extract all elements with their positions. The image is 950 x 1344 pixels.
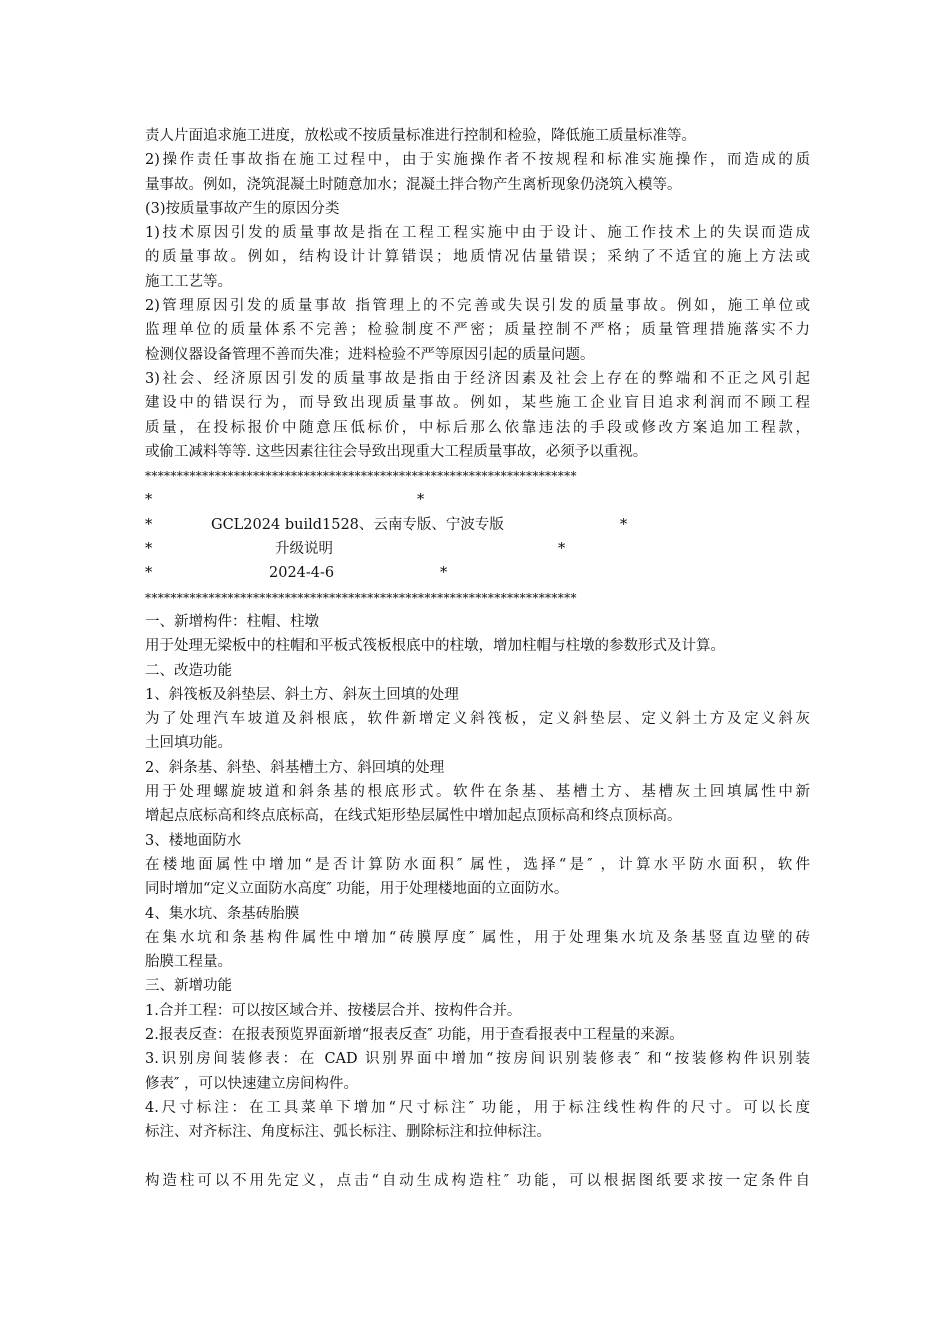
- banner-star: *: [145, 516, 153, 533]
- banner-version-title: GCL2024 build1528、云南专版、宁波专版: [211, 516, 504, 533]
- banner-row: [145, 513, 810, 537]
- banner-row: [145, 537, 810, 561]
- section-heading: 三、新增功能: [145, 978, 232, 995]
- text-line: 检测仪器设备管理不善而失准；进料检验不严等原因引起的质量问题。: [145, 346, 595, 363]
- blank-line: [145, 1144, 810, 1168]
- text-line: 量事故。例如，浇筑混凝土时随意加水；混凝土拌合物产生离析现象仍浇筑入模等。: [145, 176, 682, 193]
- text-line: 修表″ ，可以快速建立房间构件。: [145, 1075, 359, 1092]
- section-heading: 一、新增构件：柱帽、柱墩: [145, 613, 319, 630]
- text-line: 监理单位的质量体系不完善；检验制度不严密；质量控制不严格；质量管理措施落实不力: [145, 322, 810, 339]
- text-line: 在集水坑和条基构件属性中增加“砖膜厚度″ 属性，用于处理集水坑及条基竖直边壁的砖: [145, 929, 810, 946]
- text-line: 施工工艺等。: [145, 273, 232, 290]
- text-line: 同时增加“定义立面防水高度″ 功能，用于处理楼地面的立面防水。: [145, 881, 569, 898]
- banner-subtitle: 升级说明: [275, 541, 333, 558]
- banner-star: *: [145, 541, 153, 558]
- text-line: 或偷工减料等等. 这些因素往往会导致出现重大工程质量事故，必须予以重视。: [145, 443, 648, 460]
- text-line: 胎膜工程量。: [145, 954, 232, 971]
- section-heading: (3)按质量事故产生的原因分类: [145, 200, 340, 217]
- banner-date: 2024-4-6: [269, 565, 335, 582]
- text-line: 土回填功能。: [145, 735, 232, 752]
- banner-star: *: [620, 516, 628, 533]
- text-line: 用于处理螺旋坡道和斜条基的根底形式。软件在条基、基槽土方、基槽灰土回填属性中新: [145, 784, 810, 801]
- banner-star: *: [417, 492, 425, 509]
- text-line: 1)技术原因引发的质量事故是指在工程工程实施中由于设计、施工作技术上的失误而造成: [145, 225, 810, 242]
- subsection-heading: 4、集水坑、条基砖胎膜: [145, 905, 300, 922]
- text-line: 责人片面追求施工进度，放松或不按质量标准进行控制和检验，降低施工质量标准等。: [145, 128, 696, 144]
- text-line: 4.尺寸标注：在工具菜单下增加“尺寸标注″ 功能，用于标注线性构件的尺寸。可以长度: [145, 1099, 810, 1116]
- text-line: 标注、对齐标注、角度标注、弧长标注、删除标注和拉伸标注。: [145, 1124, 551, 1141]
- subsection-heading: 2、斜条基、斜垫、斜基槽土方、斜回填的处理: [145, 759, 445, 776]
- star-border-top: ********************************************************************: [145, 469, 577, 484]
- text-line: 2)管理原因引发的质量事故 指管理上的不完善或失误引发的质量事故。例如，施工单位或: [145, 298, 810, 315]
- star-border-bottom: ********************************************************************: [145, 590, 577, 605]
- banner-star: *: [558, 541, 566, 558]
- text-line: 构造柱可以不用先定义，点击“自动生成构造柱″ 功能，可以根据图纸要求按一定条件自: [145, 1172, 810, 1189]
- text-line: 建设中的错误行为，而导致出现质量事故。例如，某些施工企业盲目追求利润而不顾工程: [145, 395, 810, 412]
- text-line: 3)社会、经济原因引发的质量事故是指由于经济因素及社会上存在的弊端和不正之风引起: [145, 370, 810, 387]
- banner-star: *: [145, 565, 153, 582]
- subsection-heading: 3、楼地面防水: [145, 832, 242, 849]
- text-line: 1.合并工程：可以按区域合并、按楼层合并、按构件合并。: [145, 1002, 522, 1019]
- banner-star: *: [145, 492, 153, 509]
- section-heading: 二、改造功能: [145, 662, 232, 679]
- banner-star: *: [440, 565, 448, 582]
- text-line: 在楼地面属性中增加“是否计算防水面积″ 属性，选择“是″ ，计算水平防水面积，软件: [145, 856, 810, 873]
- text-line: 质量，在投标报价中随意压低标价，中标后那么依靠违法的手段或修改方案追加工程款，: [145, 419, 810, 436]
- text-line: 3.识别房间装修表：在 CAD 识别界面中增加“按房间识别装修表″ 和“按装修构件识别装: [145, 1051, 810, 1068]
- text-line: 为了处理汽车坡道及斜根底，软件新增定义斜筏板，定义斜垫层、定义斜土方及定义斜灰: [145, 711, 810, 728]
- text-line: 2)操作责任事故指在施工过程中，由于实施操作者不按规程和标准实施操作，而造成的质: [145, 152, 810, 169]
- text-line: 用于处理无梁板中的柱帽和平板式筏板根底中的柱墩，增加柱帽与柱墩的参数形式及计算。: [145, 638, 725, 655]
- banner-row: [145, 488, 810, 512]
- banner-row: [145, 561, 810, 585]
- document-body: [145, 124, 810, 1193]
- subsection-heading: 1、斜筏板及斜垫层、斜土方、斜灰土回填的处理: [145, 686, 459, 703]
- text-line: 增起点底标高和终点底标高，在线式矩形垫层属性中增加起点顶标高和终点顶标高。: [145, 808, 682, 825]
- text-line: 的质量事故。例如，结构设计计算错误；地质情况估量错误；采纳了不适宜的施上方法或: [145, 249, 810, 266]
- text-line: 2.报表反查：在报表预览界面新增“报表反查″ 功能，用于查看报表中工程量的来源。: [145, 1026, 684, 1043]
